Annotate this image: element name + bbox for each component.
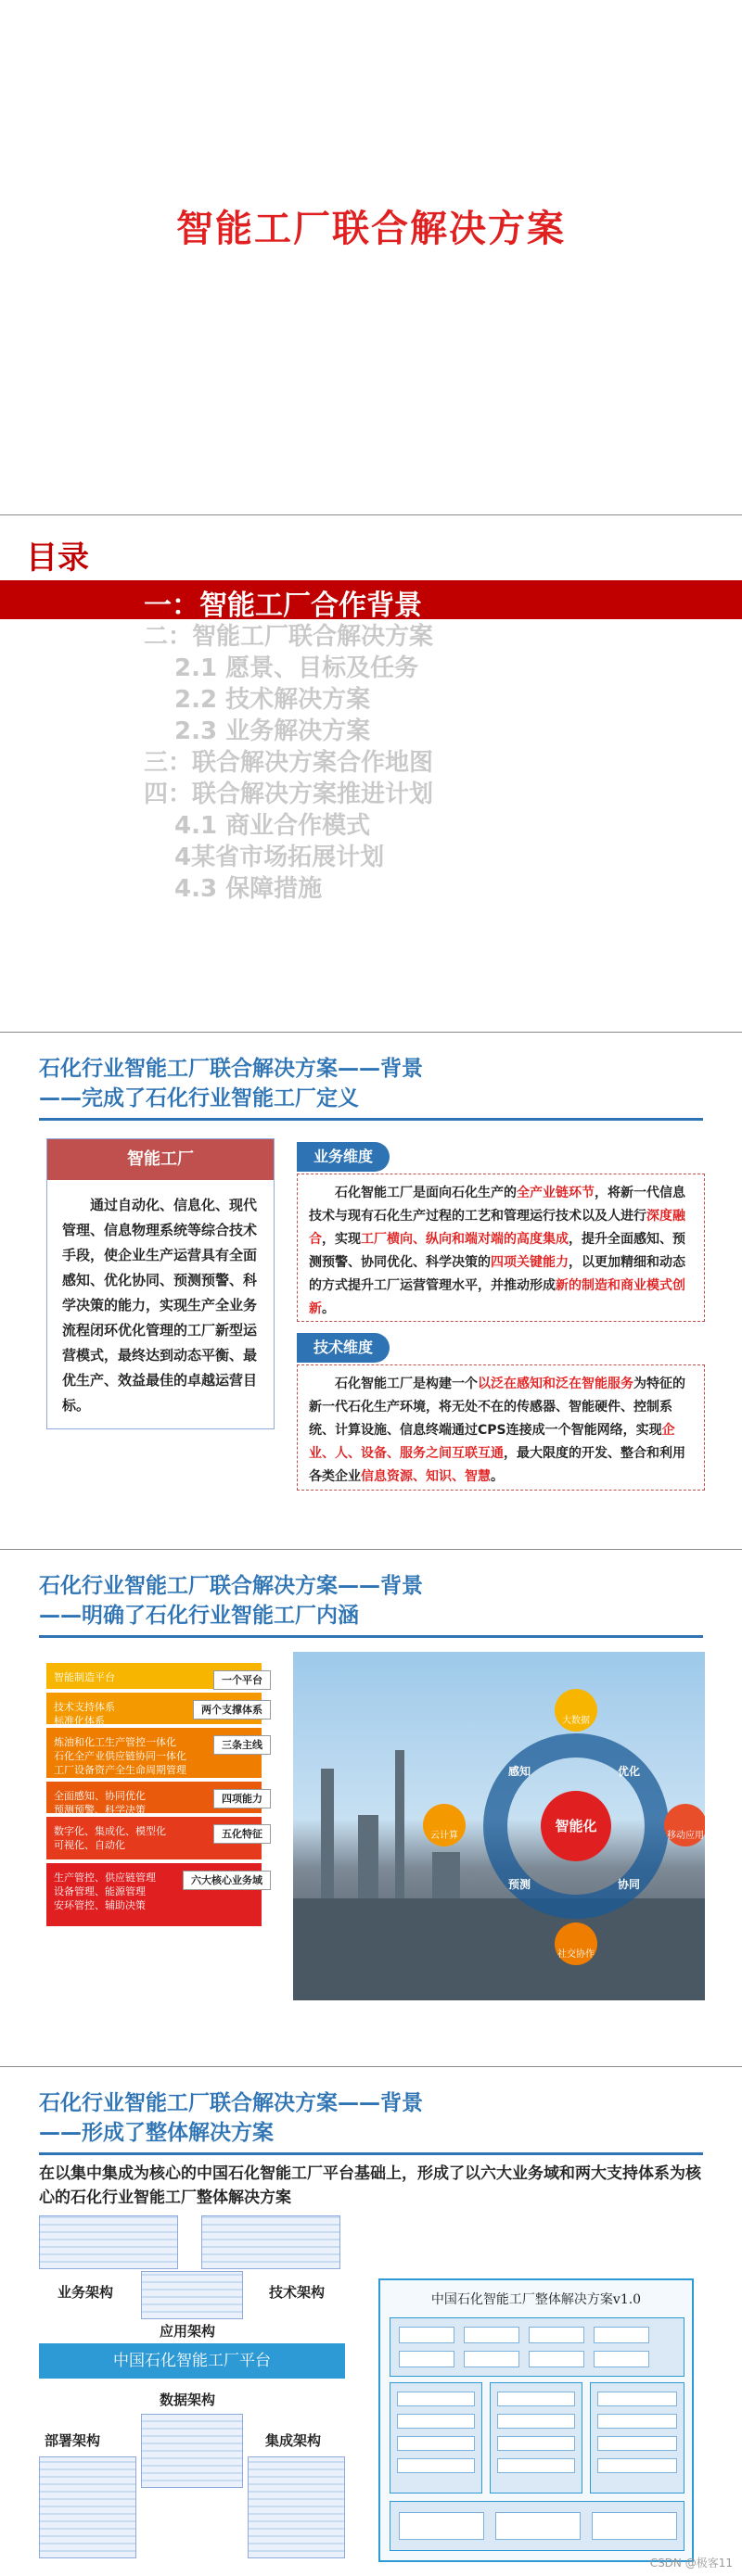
layer-item <box>46 1663 262 1689</box>
toc-item: 2.1 愿景、目标及任务 <box>174 654 419 682</box>
technical-arch-thumb <box>201 2215 340 2269</box>
node-big-data: 大数据 <box>555 1689 597 1732</box>
slide-title: 石化行业智能工厂联合解决方案——背景 <box>39 1057 423 1081</box>
smart-factory-header: 智能工厂 <box>47 1139 274 1180</box>
solution-slide <box>0 2069 742 2576</box>
plant-base <box>293 1898 705 2000</box>
text-segment: 。 <box>322 1301 335 1316</box>
diagram-cell <box>495 2512 581 2540</box>
toc-item: 二：智能工厂联合解决方案 <box>144 623 434 651</box>
diagram-cell <box>497 2436 575 2451</box>
title-divider <box>39 1635 703 1638</box>
title-divider <box>39 2152 703 2155</box>
text-segment: ，将新一代信息技术与现有石化生产过程的工艺和管理运行技术以及人进行 <box>309 1186 685 1224</box>
layer-tag: 六大核心业务域 <box>183 1871 271 1890</box>
layer-item <box>46 1693 262 1727</box>
text-segment: 石化智能工厂是面向石化生产的 <box>335 1186 517 1200</box>
wheel-label: 预测 <box>508 1878 531 1891</box>
application-arch-label: 应用架构 <box>160 2323 216 2340</box>
diagram-cell <box>597 2392 677 2406</box>
technical-dimension-tag: 技术维度 <box>297 1333 390 1363</box>
smart-factory-text: 通过自动化、信息化、现代管理、信息物理系统等综合技术手段，使企业生产运营具有全面感知、优化协同、预测预警、科学决策的能力，实现生产全业务流程闭环优化管理的工厂新型运营模式，最终达到动态平衡、最优生产、效益最佳的卓越运营目标。 <box>62 1197 258 1414</box>
layer-tag: 三条主线 <box>213 1735 271 1755</box>
diagram-cell <box>594 2351 649 2367</box>
toc-item: 三：联合解决方案合作地图 <box>144 749 434 777</box>
definition-slide <box>0 1034 742 1550</box>
diagram-cell <box>464 2351 519 2367</box>
smart-factory-box <box>46 1138 275 1429</box>
text-segment: ，最大限度的开发、整合和利用各类企业 <box>309 1446 685 1484</box>
business-dimension-tag: 业务维度 <box>297 1142 390 1172</box>
slide-title: 智能工厂联合解决方案 <box>176 208 566 250</box>
highlight-segment: 企业、人、设备、服务之间互联互通 <box>309 1423 675 1461</box>
text-segment: 石化智能工厂是构建一个 <box>335 1377 478 1391</box>
business-dimension-text <box>297 1174 705 1322</box>
layer-text: 生产管控、供应链管理 设备管理、能源管理 安环管控、辅助决策 <box>54 1872 156 1911</box>
layer-text: 数字化、集成化、模型化 可视化、自动化 <box>54 1825 166 1851</box>
toc-item: 4某省市场拓展计划 <box>174 844 385 871</box>
diagram-cell <box>597 2458 677 2473</box>
diagram-cell <box>397 2458 475 2473</box>
toc-item: 四：联合解决方案推进计划 <box>144 780 434 808</box>
solution-diagram <box>378 2278 694 2562</box>
application-arch-thumb <box>141 2271 243 2319</box>
diagram-cell <box>397 2436 475 2451</box>
solution-intro: 在以集中集成为核心的中国石化智能工厂平台基础上，形成了以六大业务域和两大支持体系为核心的石化行业智能工厂整体解决方案 <box>39 2164 701 2207</box>
slide-title: 石化行业智能工厂联合解决方案——背景 <box>39 2091 423 2115</box>
wheel-label: 优化 <box>618 1765 641 1778</box>
node-social: 社交协作 <box>555 1922 597 1965</box>
data-arch-thumb <box>141 2414 243 2488</box>
layer-tag: 五化特征 <box>213 1824 271 1844</box>
highlight-segment: 以泛在感知和泛在智能服务 <box>478 1377 633 1391</box>
diagram-cell <box>592 2512 677 2540</box>
text-segment: 。 <box>491 1469 504 1484</box>
layer-text: 技术支持体系 标准化体系 <box>54 1701 115 1727</box>
diagram-cell <box>497 2392 575 2406</box>
diagram-title: 中国石化智能工厂整体解决方案v1.0 <box>430 2292 642 2307</box>
deployment-arch-thumb <box>39 2456 136 2558</box>
node-mobile: 移动应用 <box>664 1804 705 1846</box>
layer-item <box>46 1817 262 1859</box>
text-segment: 为特征的新一代石化生产环境，将无处不在的传感器、智能硬件、控制系统、计算设施、信息终端通过CPS连接成一个智能网络，实现 <box>309 1377 685 1438</box>
diagram-cell <box>399 2327 454 2343</box>
diagram-cell <box>529 2327 584 2343</box>
business-arch-thumb <box>39 2215 178 2269</box>
layer-tag: 两个支撑体系 <box>193 1700 271 1719</box>
layer-item <box>46 1728 262 1778</box>
watermark: CSDN @极客11 <box>649 2557 733 2570</box>
connotation-slide <box>0 1552 742 2067</box>
toc-item: 2.3 业务解决方案 <box>174 717 371 745</box>
text-segment: ，实现 <box>322 1232 361 1247</box>
deployment-arch-label: 部署架构 <box>45 2432 101 2449</box>
platform-bar: 中国石化智能工厂平台 <box>39 2343 345 2379</box>
wheel-label: 协同 <box>618 1878 641 1891</box>
layer-text: 炼油和化工生产管控一体化 石化全产业供应链协同一体化 工厂设备资产全生命周期管理 <box>54 1736 186 1776</box>
diagram-cell <box>497 2414 575 2429</box>
toc-slide <box>0 517 742 1033</box>
diagram-cell <box>497 2458 575 2473</box>
technical-dimension-text <box>297 1364 705 1491</box>
layer-text: 智能制造平台 <box>54 1671 115 1683</box>
architecture-collage <box>39 2215 345 2564</box>
slide-subtitle: ——明确了石化行业智能工厂内涵 <box>39 1604 359 1628</box>
diagram-cell <box>597 2436 677 2451</box>
diagram-cell <box>464 2327 519 2343</box>
diagram-cell <box>399 2351 454 2367</box>
layer-text: 全面感知、协同优化 预测预警、科学决策 <box>54 1790 146 1816</box>
highlight-segment: 工厂横向、纵向和端对端的高度集成 <box>361 1232 569 1247</box>
node-cloud: 云计算 <box>423 1804 466 1846</box>
technical-arch-label: 技术架构 <box>269 2284 326 2301</box>
integration-arch-thumb <box>248 2456 345 2558</box>
diagram-cell <box>597 2414 677 2429</box>
highlight-segment: 新的制造和商业模式创新 <box>309 1278 685 1316</box>
diagram-cell <box>529 2351 584 2367</box>
text-segment: ，提升全面感知、预测预警、协同优化、科学决策的 <box>309 1232 685 1270</box>
highlight-segment: 四项关键能力 <box>491 1255 569 1270</box>
title-divider <box>39 1118 703 1121</box>
business-arch-label: 业务架构 <box>58 2284 114 2301</box>
layer-item <box>46 1863 262 1926</box>
toc-item: 4.1 商业合作模式 <box>174 812 371 840</box>
diagram-cell <box>399 2512 484 2540</box>
layer-tag: 四项能力 <box>213 1789 271 1808</box>
slide-subtitle: ——形成了整体解决方案 <box>39 2121 274 2145</box>
toc-heading: 目录 <box>26 539 89 577</box>
toc-item: 2.2 技术解决方案 <box>174 686 371 714</box>
wheel-hub: 智能化 <box>541 1791 611 1861</box>
highlight-segment: 全产业链环节 <box>517 1186 595 1200</box>
layer-item <box>46 1782 262 1816</box>
diagram-cell <box>397 2392 475 2406</box>
title-slide <box>0 0 742 515</box>
layer-tag: 一个平台 <box>213 1670 271 1690</box>
slide-title: 石化行业智能工厂联合解决方案——背景 <box>39 1574 423 1598</box>
diagram-cell <box>397 2414 475 2429</box>
data-arch-label: 数据架构 <box>160 2392 216 2408</box>
highlight-segment: 深度融合 <box>309 1209 685 1247</box>
integration-arch-label: 集成架构 <box>265 2432 322 2449</box>
toc-item-active: 一：智能工厂合作背景 <box>144 590 422 622</box>
highlight-segment: 信息资源、知识、智慧 <box>361 1469 491 1484</box>
slide-subtitle: ——完成了石化行业智能工厂定义 <box>39 1086 359 1110</box>
text-segment: ，以更加精细和动态的方式提升工厂运营管理水平，并推动形成 <box>309 1255 685 1293</box>
toc-item: 4.3 保障措施 <box>174 875 323 903</box>
diagram-cell <box>594 2327 649 2343</box>
wheel-label: 感知 <box>508 1765 531 1778</box>
refinery-photo <box>293 1652 705 2000</box>
